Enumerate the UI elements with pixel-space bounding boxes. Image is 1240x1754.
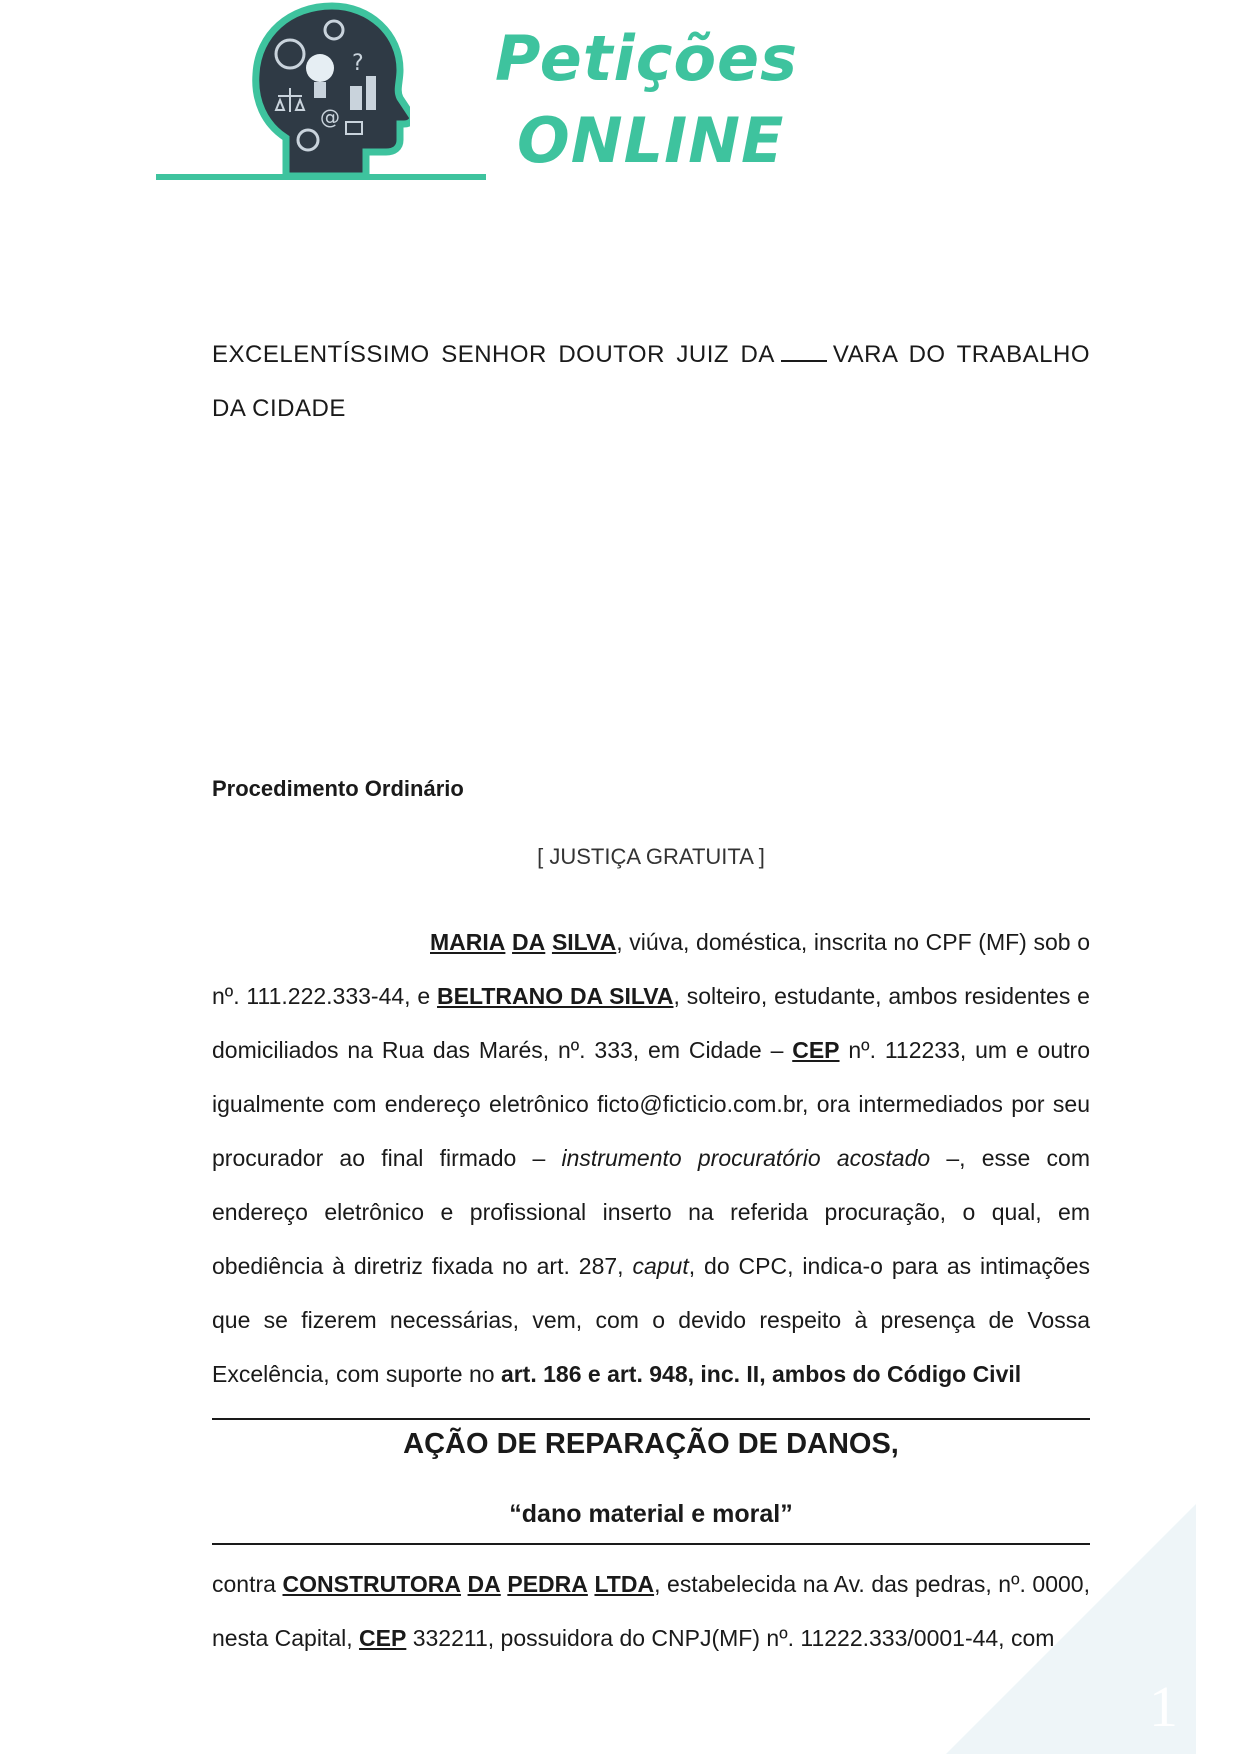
defendant-name-part: PEDRA (507, 1571, 588, 1597)
title-rule-top (212, 1418, 1090, 1420)
free-justice-tag: [ JUSTIÇA GRATUITA ] (537, 844, 765, 869)
petitions-online-logo (150, 0, 799, 190)
court-address (212, 328, 1090, 436)
plaintiff-name-part: MARIA (430, 929, 506, 955)
fill-in-blank (781, 342, 827, 362)
logo-underline (156, 174, 486, 180)
address-text-after: VARA DO TRABALHO DA CIDADE (212, 341, 1091, 422)
brand-name (495, 22, 799, 177)
procedure-type: Procedimento Ordinário (212, 776, 464, 801)
paragraph-text: , estabelecida na Av. das pedras, nº. 0000, nesta Capital, (212, 1571, 1090, 1651)
svg-text:@: @ (320, 105, 340, 129)
cep-label: CEP (359, 1625, 407, 1651)
plaintiff-name-part: SILVA (551, 929, 617, 955)
address-text-before: EXCELENTÍSSIMO SENHOR DOUTOR JUIZ DA (212, 341, 775, 368)
defendant-name-part: DA (467, 1571, 501, 1597)
plaintiff-name-part: DA (512, 929, 546, 955)
action-subtitle: “dano material e moral” (509, 1500, 793, 1528)
svg-text:?: ? (352, 51, 364, 76)
defendant-name-part: LTDA (594, 1571, 655, 1597)
paragraph-text: , solteiro, estudante, ambos residentes e domiciliados na Rua das Marés, nº. 333, em Cidade – (212, 983, 1090, 1063)
paragraph-text: , do CPC, indica-o para as intimações que se fizerem necessárias, vem, com o devido respeito à presença de Vossa Excelência, com suporte no (212, 1253, 1090, 1387)
paragraph-text: –, esse com endereço eletrônico e profissional inserto na referida procuração, o qual, em obediência à diretriz fixada no art. 287, (212, 1145, 1090, 1279)
legal-reference: art. 186 e art. 948, inc. II, ambos do Código Civil (500, 1361, 1022, 1387)
paragraph-text: contra (212, 1571, 283, 1597)
italic-phrase: instrumento procuratório acostado (561, 1145, 931, 1171)
paragraph-text: nº. 112233, um e outro igualmente com endereço eletrônico ficto@ficticio.com.br, ora intermediados por seu procurador ao final firmado – (212, 1037, 1090, 1171)
defendant-name-part: CONSTRUTORA (282, 1571, 461, 1597)
head-with-ideas-icon (250, 0, 410, 182)
plaintiffs-paragraph (212, 915, 1090, 1401)
brand-line-2: ONLINE (517, 104, 785, 177)
page-number: 1 (1149, 1674, 1178, 1739)
brand-line-1: Petições (495, 22, 799, 95)
paragraph-text: , viúva, doméstica, inscrita no CPF (MF) sob o nº. 111.222.333-44, e (212, 929, 1090, 1009)
second-plaintiff-name: BELTRANO DA SILVA (437, 983, 674, 1009)
action-title: AÇÃO DE REPARAÇÃO DE DANOS, (403, 1428, 899, 1460)
paragraph-text: 332211, possuidora do CNPJ(MF) nº. 11222.333/0001-44, com (406, 1625, 1055, 1651)
italic-phrase: caput (632, 1253, 689, 1279)
cep-label: CEP (792, 1037, 840, 1063)
